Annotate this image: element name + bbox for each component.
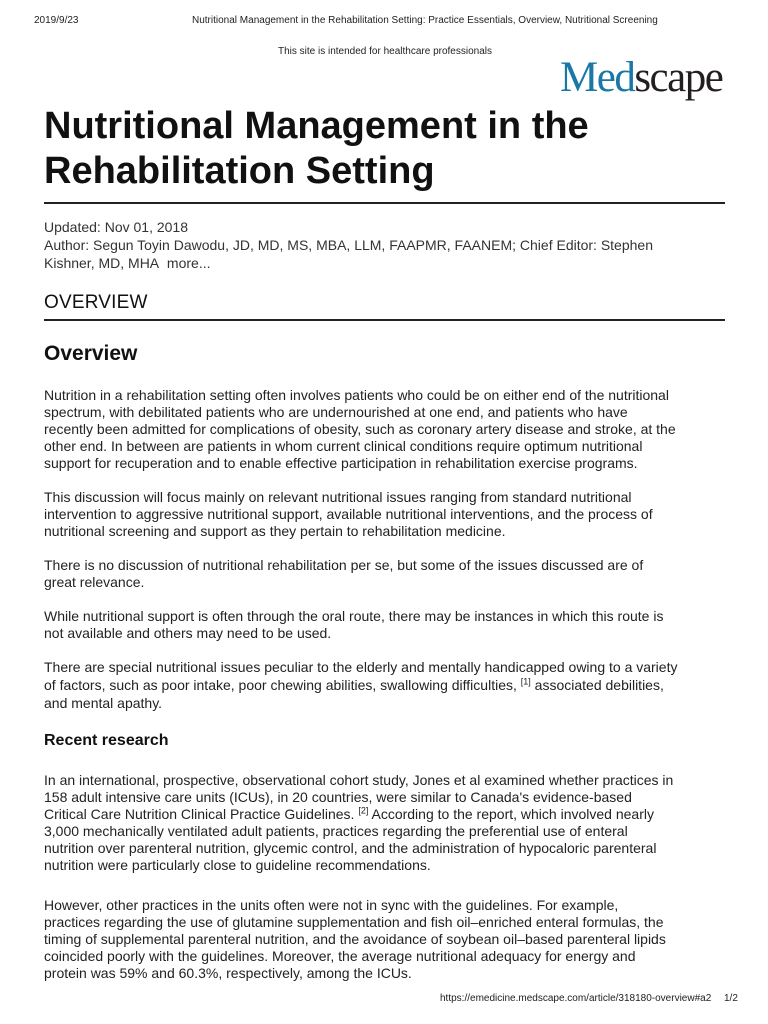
para-line: not available and others may need to be used. bbox=[44, 625, 332, 641]
para-line: nutritional screening and support as they pertain to rehabilitation medicine. bbox=[44, 523, 506, 539]
para-line: coincided poorly with the guidelines. Moreover, the average nutritional adequacy for energy and bbox=[44, 948, 636, 964]
title-divider bbox=[44, 202, 725, 204]
para-line: There are special nutritional issues peculiar to the elderly and mentally handicapped owing to a variety bbox=[44, 659, 678, 675]
logo-scape: scape bbox=[634, 54, 723, 101]
section-label-overview: OVERVIEW bbox=[44, 292, 148, 313]
print-url: https://emedicine.medscape.com/article/318180-overview#a2 bbox=[440, 993, 712, 1004]
author-names-cont: Kishner, MD, MHA bbox=[44, 255, 160, 271]
para-line: protein was 59% and 60.3%, respectively, among the ICUs. bbox=[44, 965, 412, 981]
para-text: According to the report, which involved nearly bbox=[371, 806, 654, 822]
professional-notice: This site is intended for healthcare professionals bbox=[277, 46, 492, 57]
updated-date: Updated: Nov 01, 2018 bbox=[44, 219, 188, 235]
article-title-line-1: Nutritional Management in the bbox=[44, 105, 589, 147]
para-line: timing of supplemental parenteral nutrition, and the avoidance of soybean oil–based parenteral lipids bbox=[44, 931, 666, 947]
paragraph-6 bbox=[44, 772, 729, 874]
reference-link-1[interactable]: [1] bbox=[520, 676, 531, 687]
author-line-2 bbox=[44, 254, 724, 272]
reference-link-2[interactable]: [2] bbox=[358, 805, 369, 816]
paragraph-7 bbox=[44, 897, 729, 982]
print-date: 2019/9/23 bbox=[34, 15, 79, 26]
paragraph-2 bbox=[44, 489, 729, 540]
para-line: and mental apathy. bbox=[44, 695, 163, 711]
paragraph-4 bbox=[44, 608, 729, 642]
medscape-logo[interactable] bbox=[560, 56, 722, 99]
para-line: nutrition over parenteral nutrition, glycemic control, and the administration of hypocaloric parenteral bbox=[44, 840, 657, 856]
more-authors-link[interactable]: more... bbox=[166, 255, 211, 271]
para-line: other end. In between are patients in whom current clinical conditions require optimum nutritional bbox=[44, 438, 643, 454]
paragraph-5 bbox=[44, 658, 729, 712]
para-line: recently been admitted for complications of obesity, such as coronary artery disease and stroke, at the bbox=[44, 421, 676, 437]
print-page-number: 1/2 bbox=[724, 993, 738, 1004]
para-line: 158 adult intensive care units (ICUs), in 20 countries, were similar to Canada's evidence-based bbox=[44, 789, 632, 805]
paragraph-1 bbox=[44, 387, 729, 472]
para-line: practices regarding the use of glutamine supplementation and fish oil–enriched enteral formulas, the bbox=[44, 914, 664, 930]
article-title-line-2: Rehabilitation Setting bbox=[44, 150, 435, 192]
article-title bbox=[44, 104, 589, 194]
para-line: In an international, prospective, observational cohort study, Jones et al examined whether practices in bbox=[44, 772, 674, 788]
section-divider bbox=[44, 319, 725, 321]
para-line: intervention to aggressive nutritional support, available nutritional interventions, and the process of bbox=[44, 506, 653, 522]
para-line: nutrition were particularly close to guideline recommendations. bbox=[44, 857, 431, 873]
para-line: support for recuperation and to enable effective participation in rehabilitation exercise programs. bbox=[44, 455, 638, 471]
para-line: spectrum, with debilitated patients who are undernourished at one end, and patients who have bbox=[44, 404, 628, 420]
para-line: This discussion will focus mainly on relevant nutritional issues ranging from standard nutritional bbox=[44, 489, 632, 505]
para-text: Critical Care Nutrition Clinical Practice Guidelines. bbox=[44, 806, 355, 822]
author-line-1: Author: Segun Toyin Dawodu, JD, MD, MS, MBA, LLM, FAAPMR, FAANEM; Chief Editor: Stephen bbox=[44, 237, 653, 253]
para-line: Nutrition in a rehabilitation setting often involves patients who could be on either end of the nutritional bbox=[44, 387, 669, 403]
para-line: great relevance. bbox=[44, 574, 145, 590]
para-text: of factors, such as poor intake, poor chewing abilities, swallowing difficulties, bbox=[44, 677, 517, 693]
print-page-title: Nutritional Management in the Rehabilitation Setting: Practice Essentials, Overview, Nutritional Screening bbox=[192, 15, 658, 26]
paragraph-3 bbox=[44, 557, 729, 591]
logo-med: Med bbox=[560, 54, 635, 101]
para-line: 3,000 mechanically ventilated adult patients, practices regarding the preferential use of enteral bbox=[44, 823, 628, 839]
para-line: While nutritional support is often through the oral route, there may be instances in which this route is bbox=[44, 608, 664, 624]
para-line: However, other practices in the units often were not in sync with the guidelines. For example, bbox=[44, 897, 619, 913]
article-meta bbox=[44, 218, 724, 272]
para-line bbox=[44, 806, 729, 823]
print-header bbox=[0, 15, 768, 29]
para-text: associated debilities, bbox=[534, 677, 664, 693]
recent-research-heading: Recent research bbox=[44, 732, 169, 749]
para-line bbox=[44, 676, 729, 694]
para-line: There is no discussion of nutritional rehabilitation per se, but some of the issues discussed are of bbox=[44, 557, 644, 573]
overview-heading: Overview bbox=[44, 342, 138, 365]
